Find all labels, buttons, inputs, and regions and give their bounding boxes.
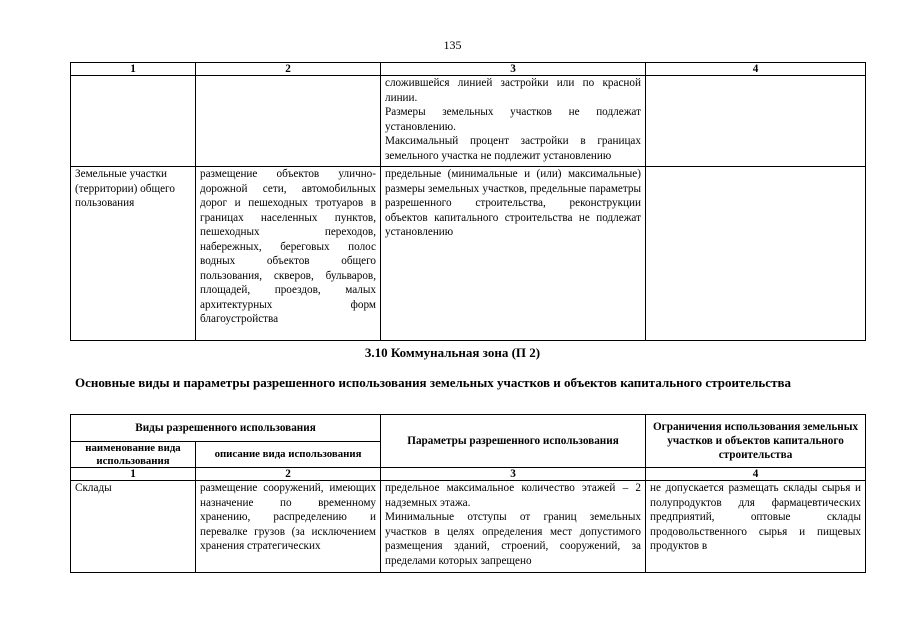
- parameter-text: Максимальный процент застройки в границах земельного участка не подлежит установлению: [385, 135, 641, 162]
- table-row: [71, 481, 866, 573]
- header-row: [71, 415, 866, 442]
- use-description-cell: размещение сооружений, имеющих назначение по временному хранению, распределению и перевалке грузов (за исключением хранения стратегических: [196, 481, 381, 573]
- use-name-cell: Склады: [71, 481, 196, 573]
- table-row: [71, 167, 866, 341]
- column-number: 2: [196, 468, 381, 481]
- restrictions-cell: не допускается размещать склады сырья и полупродуктов для фармацевтических предприятий, оптовые склады продовольственного сырья и пищевых продуктов в: [646, 481, 866, 573]
- zoning-table-utility-zone: [70, 414, 866, 573]
- header-parameters: Параметры разрешенного использования: [381, 415, 646, 468]
- use-name-cell: Земельные участки (территории) общего пользования: [71, 167, 196, 341]
- header-permitted-uses: Виды разрешенного использования: [71, 415, 381, 442]
- header-restrictions: Ограничения использования земельных участков и объектов капитального строительства: [646, 415, 866, 468]
- use-description-cell: размещение объектов улично-дорожной сети, автомобильных дорог и пешеходных тротуаров в границах населенных пунктов, пешеходных переходов, набережных, береговых полос водных объектов общего пользования, скверов, бульваров, площадей, проездов, малых архитектурных форм благоустройства: [196, 167, 381, 341]
- header-use-name: наименование вида использования: [71, 442, 196, 468]
- restrictions-cell: [646, 76, 866, 167]
- parameters-cell: [381, 481, 646, 573]
- column-number-row: [71, 63, 866, 76]
- restrictions-cell: [646, 167, 866, 341]
- column-number: 1: [71, 63, 196, 76]
- column-number: 4: [646, 468, 866, 481]
- parameter-text: Размеры земельных участков не подлежат установлению.: [385, 106, 641, 133]
- column-number: 3: [381, 468, 646, 481]
- parameter-text: Минимальные отступы от границ земельных участков в целях определения мест допустимого размещения зданий, строений, сооружений, за пределами которых запрещено: [385, 511, 642, 567]
- column-number: 1: [71, 468, 196, 481]
- column-number: 4: [646, 63, 866, 76]
- parameter-text: сложившейся линией застройки или по красной линии.: [385, 77, 641, 104]
- use-description-cell: [196, 76, 381, 167]
- parameters-cell: предельные (минимальные и (или) максимальные) размеры земельных участков, предельные параметры разрешенного строительства, реконструкции объектов капитального строительства не подлежат установлению: [381, 167, 646, 341]
- header-use-description: описание вида использования: [196, 442, 381, 468]
- column-number: 3: [381, 63, 646, 76]
- zoning-table-continued: [70, 62, 866, 341]
- section-subheading: Основные виды и параметры разрешенного использования земельных участков и объектов капитального строительства: [75, 375, 791, 390]
- column-number-row: [71, 468, 866, 481]
- use-name-cell: [71, 76, 196, 167]
- page-number: 135: [443, 38, 462, 52]
- section-heading: 3.10 Коммунальная зона (П 2): [364, 345, 541, 360]
- parameters-cell: [381, 76, 646, 167]
- parameter-text: предельное максимальное количество этажей – 2 надземных этажа.: [385, 482, 642, 509]
- table-row: [71, 76, 866, 167]
- column-number: 2: [196, 63, 381, 76]
